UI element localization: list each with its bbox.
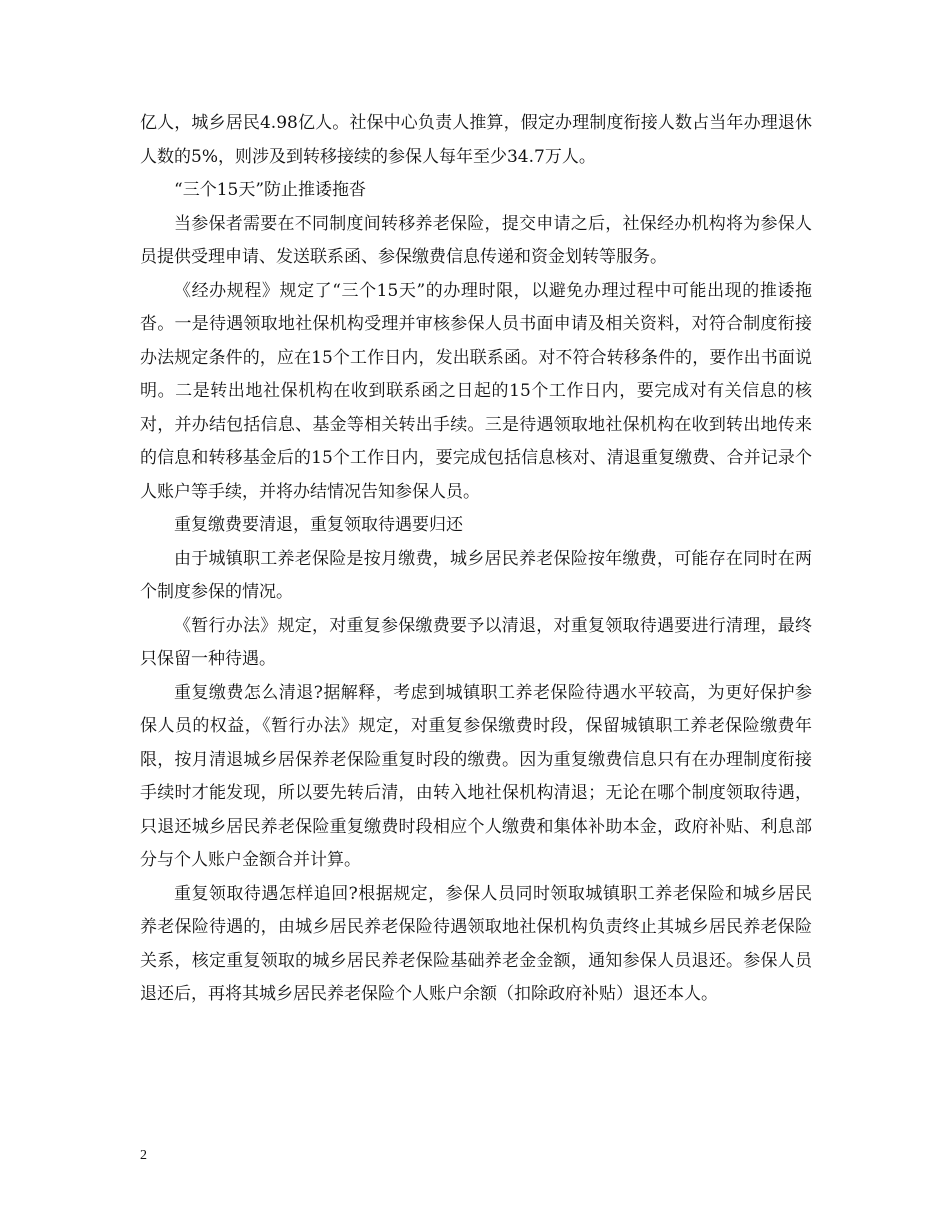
- section-heading: 重复缴费要清退，重复领取待遇要归还: [174, 515, 463, 535]
- paragraph: 亿人，城乡居民4.98亿人。社保中心负责人推算，假定办理制度衔接人数占当年办理退休人数的5%，则涉及到转移接续的参保人每年至少34.7万人。: [140, 113, 812, 167]
- document-body: [140, 107, 812, 1012]
- paragraph: 由于城镇职工养老保险是按月缴费，城乡居民养老保险按年缴费，可能存在同时在两个制度参保的情况。: [140, 548, 812, 602]
- paragraph: 《暂行办法》规定，对重复参保缴费要予以清退，对重复领取待遇要进行清理，最终只保留一种待遇。: [140, 615, 812, 669]
- paragraph: 当参保者需要在不同制度间转移养老保险，提交申请之后，社保经办机构将为参保人员提供受理申请、发送联系函、参保缴费信息传递和资金划转等服务。: [140, 213, 812, 267]
- section-heading: “三个15天”防止推诿拖沓: [174, 180, 367, 200]
- paragraph: 《经办规程》规定了“三个15天”的办理时限，以避免办理过程中可能出现的推诿拖沓。一是待遇领取地社保机构受理并审核参保人员书面申请及相关资料，对符合制度衔接办法规定条件的，应在15个工作日内，发出联系函。对不符合转移条件的，要作出书面说明。二是转出地社保机构在收到联系函之日起的15个工作日内，要完成对有关信息的核对，并办结包括信息、基金等相关转出手续。三是待遇领取地社保机构在收到转出地传来的信息和转移基金后的15个工作日内，要完成包括信息核对、清退重复缴费、合并记录个人账户等手续，并将办结情况告知参保人员。: [140, 280, 812, 502]
- paragraph: 重复领取待遇怎样追回?根据规定，参保人员同时领取城镇职工养老保险和城乡居民养老保险待遇的，由城乡居民养老保险待遇领取地社保机构负责终止其城乡居民养老保险关系，核定重复领取的城乡居民养老保险基础养老金金额，通知参保人员退还。参保人员退还后，再将其城乡居民养老保险个人账户余额（扣除政府补贴）退还本人。: [140, 883, 812, 1004]
- paragraph: 重复缴费怎么清退?据解释，考虑到城镇职工养老保险待遇水平较高，为更好保护参保人员的权益，《暂行办法》规定，对重复参保缴费时段，保留城镇职工养老保险缴费年限，按月清退城乡居保养老保险重复时段的缴费。因为重复缴费信息只有在办理制度衔接手续时才能发现，所以要先转后清，由转入地社保机构清退；无论在哪个制度领取待遇，只退还城乡居民养老保险重复缴费时段相应个人缴费和集体补助本金，政府补贴、利息部分与个人账户金额合并计算。: [140, 682, 812, 870]
- page-number: 2: [140, 1148, 147, 1163]
